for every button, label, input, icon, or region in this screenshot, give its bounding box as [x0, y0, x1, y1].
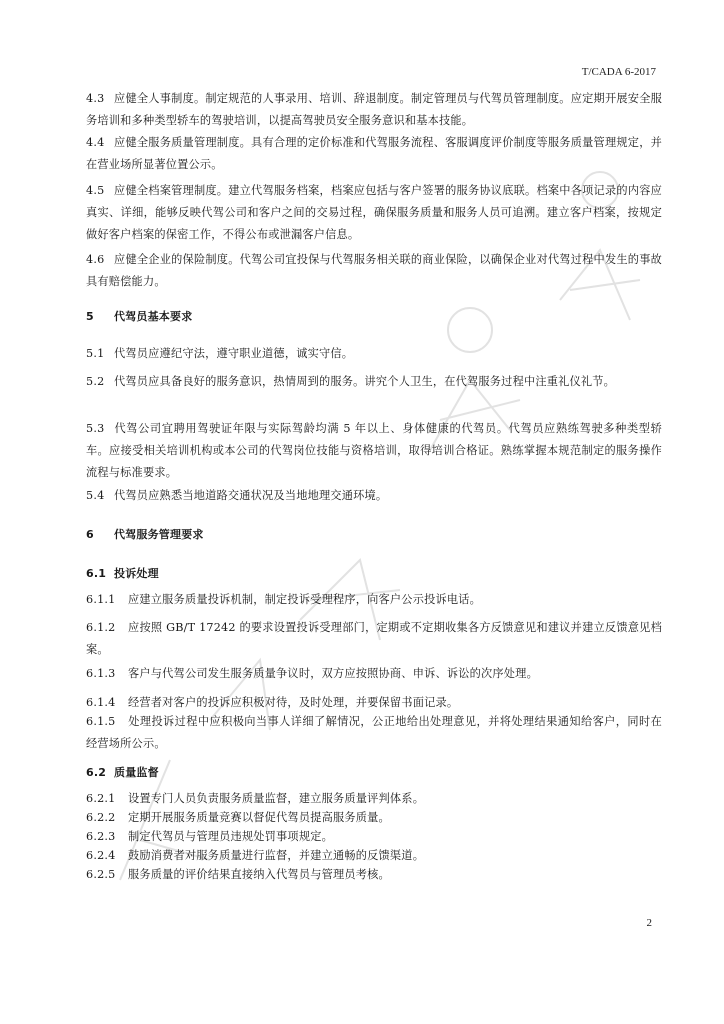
subsection-title: 质量监督: [114, 766, 159, 779]
subsection-title: 投诉处理: [114, 567, 159, 580]
clause-number: 5.2: [86, 375, 105, 388]
clause-number: 6.1.2: [86, 621, 116, 634]
clause-text: 应健全服务质量管理制度。具有合理的定价标准和代驾服务流程、客服调度评价制度等服务质量管理规定，并在营业场所显著位置公示。: [86, 136, 662, 171]
subsection-6-1-heading: [86, 563, 662, 585]
clause-4-6: [86, 249, 662, 293]
clause-text: 经营者对客户的投诉应积极对待，及时处理，并要保留书面记录。: [128, 696, 459, 709]
clause-text: 定期开展服务质量竞赛以督促代驾员提高服务质量。: [128, 811, 390, 824]
clause-text: 代驾公司宜聘用驾驶证年限与实际驾龄均满 5 年以上、身体健康的代驾员。代驾员应熟练驾驶多种类型轿车。应接受相关培训机构或本公司的代驾岗位技能与资格培训，取得培训合格证。熟练掌握本规范制定的服务操作流程与标准要求。: [86, 422, 662, 479]
clause-number: 4.6: [86, 253, 105, 266]
clause-4-5: [86, 180, 662, 246]
clause-text: 鼓励消费者对服务质量进行监督，并建立通畅的反馈渠道。: [128, 849, 425, 862]
clause-text: 应健全人事制度。制定规范的人事录用、培训、辞退制度。制定管理员与代驾员管理制度。应定期开展安全服务培训和多种类型轿车的驾驶培训，以提高驾驶员安全服务意识和基本技能。: [86, 92, 662, 127]
clause-number: 6.1.4: [86, 696, 116, 709]
clause-text: 服务质量的评价结果直接纳入代驾员与管理员考核。: [128, 868, 390, 881]
clause-number: 6.2.5: [86, 868, 116, 881]
section-6-heading: [86, 524, 662, 546]
subsection-number: 6.2: [86, 766, 107, 779]
clause-6-2-5: [86, 864, 662, 886]
clause-text: 代驾员应遵纪守法，遵守职业道德，诚实守信。: [114, 347, 354, 360]
clause-number: 4.5: [86, 184, 105, 197]
clause-number: 6.1.5: [86, 715, 116, 728]
clause-text: 处理投诉过程中应积极向当事人详细了解情况，公正地给出处理意见，并将处理结果通知给客户，同时在经营场所公示。: [86, 715, 662, 750]
clause-5-4: [86, 485, 662, 507]
section-5-heading: [86, 306, 662, 328]
subsection-number: 6.1: [86, 567, 107, 580]
section-number: 6: [86, 528, 94, 541]
section-title: 代驾员基本要求: [114, 310, 193, 323]
clause-number: 6.2.2: [86, 811, 116, 824]
clause-text: 应建立服务质量投诉机制，制定投诉受理程序，向客户公示投诉电话。: [128, 593, 482, 606]
clause-6-1-5: [86, 711, 662, 755]
clause-number: 5.1: [86, 347, 105, 360]
clause-number: 6.1.3: [86, 667, 116, 680]
clause-text: 制定代驾员与管理员违规处罚事项规定。: [128, 830, 333, 843]
clause-text: 客户与代驾公司发生服务质量争议时，双方应按照协商、申诉、诉讼的次序处理。: [128, 667, 538, 680]
clause-5-3: [86, 418, 662, 484]
clause-number: 4.4: [86, 136, 105, 149]
clause-text: 代驾员应熟悉当地道路交通状况及当地地理交通环境。: [114, 489, 388, 502]
clause-text: 设置专门人员负责服务质量监督，建立服务质量评判体系。: [128, 792, 425, 805]
clause-text: 应按照 GB/T 17242 的要求设置投诉受理部门，定期或不定期收集各方反馈意见和建议并建立反馈意见档案。: [86, 621, 662, 656]
clause-text: 应健全档案管理制度。建立代驾服务档案，档案应包括与客户签署的服务协议底联。档案中各项记录的内容应真实、详细，能够反映代驾公司和客户之间的交易过程，确保服务质量和服务人员可追溯。建立客户档案，按规定做好客户档案的保密工作，不得公布或泄漏客户信息。: [86, 184, 662, 241]
clause-number: 5.3: [86, 422, 105, 435]
section-number: 5: [86, 310, 94, 323]
clause-4-3: [86, 88, 662, 132]
clause-6-1-1: [86, 589, 662, 611]
clause-6-1-2: [86, 617, 662, 661]
clause-number: 6.2.1: [86, 792, 116, 805]
subsection-6-2-heading: [86, 762, 662, 784]
clause-number: 6.2.4: [86, 849, 116, 862]
clause-4-4: [86, 132, 662, 176]
clause-5-2: [86, 371, 662, 393]
clause-text: 应健全企业的保险制度。代驾公司宜投保与代驾服务相关联的商业保险，以确保企业对代驾过程中发生的事故具有赔偿能力。: [86, 253, 662, 288]
document-code: T/CADA 6-2017: [581, 66, 656, 78]
clause-text: 代驾员应具备良好的服务意识，热情周到的服务。讲究个人卫生，在代驾服务过程中注重礼仪礼节。: [114, 375, 616, 388]
clause-5-1: [86, 343, 662, 365]
clause-6-1-3: [86, 663, 662, 685]
section-title: 代驾服务管理要求: [114, 528, 204, 541]
clause-number: 6.1.1: [86, 593, 116, 606]
page-number: 2: [646, 917, 652, 929]
clause-number: 4.3: [86, 92, 105, 105]
clause-number: 5.4: [86, 489, 105, 502]
clause-number: 6.2.3: [86, 830, 116, 843]
